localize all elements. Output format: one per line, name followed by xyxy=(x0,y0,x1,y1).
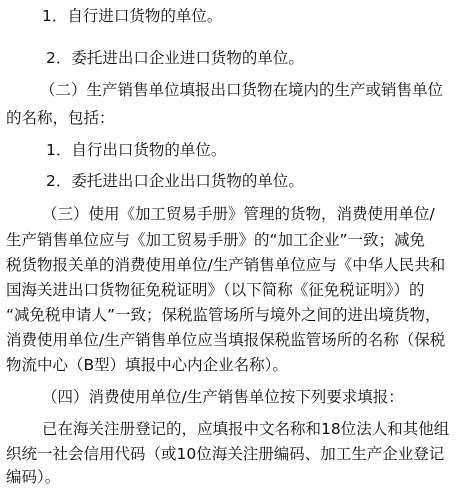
paragraph-line: 生产销售单位应与《加工贸易手册》的“加工企业”一致；减免 xyxy=(6,231,426,249)
paragraph-line: 编码）。 xyxy=(6,468,61,486)
paragraph-line: “减免税申请人”一致；保税监管场所与境外之间的进出境货物， xyxy=(6,306,441,324)
list-item: 2．委托进出口企业出口货物的单位。 xyxy=(46,172,304,190)
section-heading: （二）生产销售单位填报出口货物在境内的生产或销售单位 xyxy=(40,81,444,99)
paragraph-line: 的名称，包括： xyxy=(6,109,115,127)
section-heading: （三）使用《加工贸易手册》管理的货物，消费使用单位/ xyxy=(42,205,435,223)
paragraph-line: 织统一社会信用代码（或10位海关注册编码、加工生产企业登记 xyxy=(6,445,445,463)
section-heading: （四）消费使用单位/生产销售单位按下列要求填报： xyxy=(42,388,404,406)
paragraph-line: 国海关进出口货物征免税证明》（以下简称《征免税证明》）的 xyxy=(6,281,425,299)
paragraph-line: 消费使用单位/生产销售单位应当填报保税监管场所的名称（保税 xyxy=(6,331,446,349)
paragraph-line: 已在海关注册登记的，应填报中文名称和18位法人和其他组 xyxy=(42,420,450,438)
list-item: 1．自行进口货物的单位。 xyxy=(42,7,223,25)
paragraph-line: 税货物报关单的消费使用单位/生产销售单位应与《中华人民共和 xyxy=(6,256,446,274)
list-item: 2．委托进出口企业进口货物的单位。 xyxy=(46,49,304,67)
paragraph-line: 物流中心（B型）填报中心内企业名称）。 xyxy=(6,356,288,374)
list-item: 1．自行出口货物的单位。 xyxy=(46,141,227,159)
